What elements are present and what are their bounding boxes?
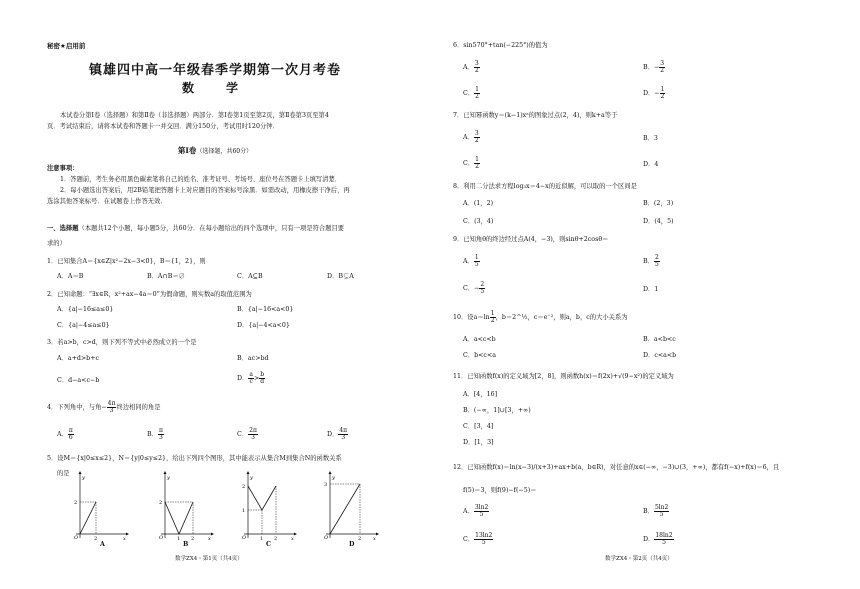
svg-text:O: O xyxy=(324,535,329,540)
svg-text:x: x xyxy=(373,536,376,540)
q2-option-c: C．{a|−4≤a≤0} xyxy=(57,322,110,329)
note-1: 1．答题前，考生务必用黑色碳素笔将自己的姓名、准考证号、考场号、座位号在答题卡上填写清楚． xyxy=(60,176,342,183)
graph-a-x: x xyxy=(123,536,126,540)
svg-text:x: x xyxy=(291,536,294,540)
q3-d-frac-1: $\frac{a}{c}$ xyxy=(249,371,253,385)
volume-1-heading xyxy=(0,146,430,156)
q6-option-d: D．− $\frac{1}{2}$ xyxy=(643,86,665,100)
svg-text:3: 3 xyxy=(324,482,328,488)
svg-text:O: O xyxy=(242,535,247,540)
graph-a-origin: O xyxy=(74,535,79,540)
question-4 xyxy=(47,401,161,414)
exam-page-2 xyxy=(430,0,860,589)
subject-title: 数 学 xyxy=(181,81,248,95)
q4-angle-frac: $\frac{4\pi}{3}$ xyxy=(107,400,116,414)
volume-1-title: 第Ⅰ卷 xyxy=(177,146,197,155)
question-6: 6．sin570°+tan(−225°)的值为 xyxy=(453,42,548,49)
question-5: 5．设M＝{x|0≤x≤2}，N＝{y|0≤y≤2}，给出下列四个图形，其中能表示从集合M到集合N的函数关系 xyxy=(47,455,342,462)
svg-text:1: 1 xyxy=(260,536,264,540)
graph-c xyxy=(238,470,298,540)
svg-text:2: 2 xyxy=(274,536,278,540)
q4-option-d: D． $\frac{4\pi}{3}$ xyxy=(327,427,348,441)
exam-title: 镇雄四中高一年级春季学期第一次月考卷 xyxy=(88,63,341,78)
question-12: 12．已知函数f(x)＝ln(x−3)/(x+3)+ax+b(a，b∈R)，对任意的x∈(−∞，−3)∪(3，+∞)，都有f(−x)+f(x)＝6，且 xyxy=(453,464,780,471)
q3-d-label: D． xyxy=(237,375,249,382)
question-10: 10．设a＝ln $\frac{1}{2}$ ，b＝2^½，c＝e⁻²，则a，b，c的大小关系为 xyxy=(453,310,628,324)
q11-option-c: C．[3，4] xyxy=(463,423,494,430)
q7-option-d: D．4 xyxy=(643,161,659,168)
svg-text:2: 2 xyxy=(242,484,246,490)
svg-text:2: 2 xyxy=(159,500,163,506)
question-8: 8．利用二分法求方程log₃x＝4−x的近似解，可以取的一个区间是 xyxy=(453,183,637,190)
question-7: 7．已知幂函数y＝(k−1)xᵃ的图象过点(2，4)，则k+a等于 xyxy=(453,112,618,119)
q3-option-b: B．ac>bd xyxy=(237,355,269,362)
q9-option-b: B． $\frac{2}{5}$ xyxy=(643,254,659,268)
intro-line-2: 页．考试结束后，请将本试卷和答题卡一并交回．满分150分，考试用时120分钟． xyxy=(47,123,279,130)
q1-option-c: C．A⊆B xyxy=(237,273,263,280)
intro-line-1: 本试卷分第Ⅰ卷（选择题）和第Ⅱ卷（非选择题）两部分．第Ⅰ卷第1页至第2页，第Ⅱ卷第3页至第4 xyxy=(60,112,329,119)
q2-option-a: A．{a|−16≤a≤0} xyxy=(57,306,114,313)
question-2: 2．已知命题：“∃x∈R，x²+ax−4a＝0”为假命题，则实数a的取值范围为 xyxy=(47,291,252,298)
graph-a-label: A xyxy=(100,541,105,548)
volume-1-note: （选择题，共60分） xyxy=(196,148,253,155)
question-3: 3．若a>b，c>d，则下列不等式中必然成立的一个是 xyxy=(47,339,197,346)
q4-option-b: B． $\frac{\pi}{3}$ xyxy=(147,427,163,441)
q12-option-d: D． $\frac{18\ln 2}{5}$ xyxy=(643,532,673,546)
question-9: 9．已知角θ的终边经过点A(4，−3)，则sinθ+2cosθ＝ xyxy=(453,236,609,243)
graph-a xyxy=(70,470,130,540)
q3-option-d: D． $\frac{a}{c}$ > $\frac{b}{d}$ xyxy=(237,371,265,385)
question-11: 11．已知函数f(x)的定义域为[2，8]，则函数h(x)＝f(2x)+√(9−x²)的定义域为 xyxy=(453,373,674,380)
q9-option-a: A． $\frac{1}{5}$ xyxy=(463,254,479,268)
q4-option-a: A． $\frac{\pi}{6}$ xyxy=(57,427,73,441)
page-1-footer: 数学ZX4・第1页（共4页） xyxy=(175,556,243,562)
q8-option-d: D．(4，5) xyxy=(643,218,674,225)
graph-a-y: y xyxy=(82,475,85,481)
q7-option-c: C． $\frac{1}{2}$ xyxy=(463,156,479,170)
q6-option-b: B．− $\frac{3}{2}$ xyxy=(643,60,665,74)
q8-option-a: A．(1，2) xyxy=(463,200,494,207)
graph-c-label: C xyxy=(266,541,272,548)
q6-option-a: A． $\frac{3}{2}$ xyxy=(463,60,479,74)
q1-option-b: B．A∩B＝∅ xyxy=(147,273,185,280)
section-1-desc-2: 求的） xyxy=(47,240,66,247)
section-1-heading xyxy=(47,225,344,233)
svg-text:y: y xyxy=(250,475,253,481)
note-2b: 选涂其他答案标号．在试题卷上作答无效． xyxy=(47,198,167,205)
q12-option-b: B． $\frac{5\ln 2}{5}$ xyxy=(643,504,669,518)
q1-option-d: D．B⊊A xyxy=(327,273,354,280)
graph-a-tick: 2 xyxy=(74,500,78,506)
q11-option-a: A．[4，16] xyxy=(463,391,498,398)
q10-option-d: D．c<a<b xyxy=(643,352,677,359)
svg-text:2: 2 xyxy=(191,536,195,540)
question-12-cont: f(5)＝3，则f(9)−f(−5)＝ xyxy=(463,487,537,494)
q3-option-a: A．a+d>b+c xyxy=(57,355,100,362)
section-1-desc: （本题共12个小题，每小题5分，共60分．在每小题给出的四个选项中，只有一项是符合题目要 xyxy=(78,225,345,232)
svg-text:y: y xyxy=(332,475,335,481)
q8-option-c: C．(3，4) xyxy=(463,218,494,225)
q2-option-b: B．{a|−16<a<0} xyxy=(237,306,294,313)
q11-option-b: B．(−∞，1]∪[3，+∞) xyxy=(463,407,531,414)
q4-text-pre: 4．下列角中，与角− xyxy=(47,404,107,411)
svg-text:1: 1 xyxy=(242,508,246,514)
graph-d-label: D xyxy=(349,541,355,548)
graph-b-label: B xyxy=(183,541,189,548)
q12-option-a: A． $\frac{3\ln 2}{5}$ xyxy=(463,504,489,518)
q6-option-c: C． $\frac{1}{2}$ xyxy=(463,86,479,100)
page-2-footer: 数学ZX4・第2页（共4页） xyxy=(605,556,673,562)
q9-option-d: D．1 xyxy=(643,286,659,293)
q10-option-c: C．b<c<a xyxy=(463,352,496,359)
note-2a: 2．每小题选出答案后，用2B铅笔把答题卡上对应题目的答案标号涂黑．如需改动，用橡皮擦干净后，再 xyxy=(60,187,350,194)
q11-option-d: D．[1，3] xyxy=(463,439,494,446)
q2-option-d: D．{a|−4<a<0} xyxy=(237,322,290,329)
svg-text:y: y xyxy=(167,475,170,481)
question-5-cont: 的是 xyxy=(57,470,70,477)
q10-option-a: A．a<c<b xyxy=(463,336,496,343)
svg-text:x: x xyxy=(208,536,211,540)
q12-option-c: C． $\frac{13\ln 2}{5}$ xyxy=(463,532,493,546)
q7-option-b: B．3 xyxy=(643,135,658,142)
q9-option-c: C．− $\frac{2}{5}$ xyxy=(463,281,485,295)
q3-d-frac-2: $\frac{b}{d}$ xyxy=(260,371,265,385)
graph-b xyxy=(155,470,215,540)
q4-text-post: 终边相同的角是 xyxy=(116,404,161,411)
graph-a-xtick: 2 xyxy=(94,536,98,540)
section-1-title: 一、选择题 xyxy=(47,225,79,232)
svg-text:1: 1 xyxy=(177,536,181,540)
svg-text:2: 2 xyxy=(358,536,362,540)
q1-option-a: A．A＝B xyxy=(57,273,84,280)
q8-option-b: B．(2，3) xyxy=(643,200,674,207)
q10-option-b: B．a<b<c xyxy=(643,336,676,343)
question-1: 1．已知集合A＝{x∈Z|x²−2x−3<0}，B＝{1，2}，则 xyxy=(47,258,206,265)
notes-heading: 注意事项： xyxy=(47,165,79,172)
confidential-label: 秘密★启用前 xyxy=(47,42,86,50)
q3-option-c: C．d−a<c−b xyxy=(57,377,100,384)
svg-text:O: O xyxy=(159,535,164,540)
graph-d xyxy=(320,470,380,540)
q4-option-c: C． $\frac{2\pi}{3}$ xyxy=(237,427,257,441)
q7-option-a: A． $\frac{3}{2}$ xyxy=(463,130,479,144)
